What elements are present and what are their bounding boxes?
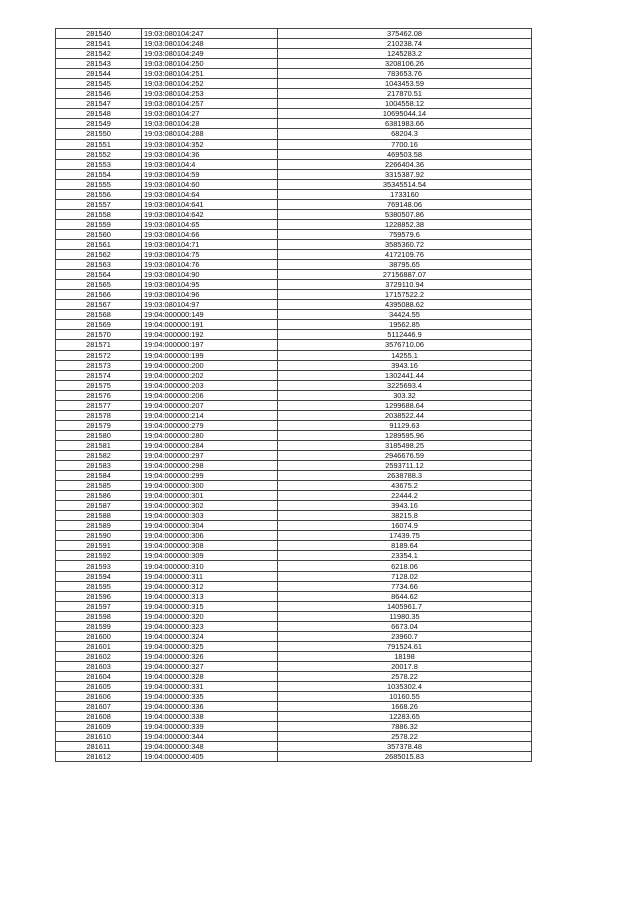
table-row <box>56 270 532 280</box>
row-id-cell: 281544 <box>56 69 142 79</box>
row-id-cell: 281563 <box>56 260 142 270</box>
amount-cell: 10160.55 <box>278 692 532 702</box>
table-row <box>56 450 532 460</box>
cadastral-number-cell: 19:04:000000:203 <box>142 380 278 390</box>
cadastral-number-cell: 19:03:080104:95 <box>142 280 278 290</box>
cadastral-number-cell: 19:04:000000:200 <box>142 360 278 370</box>
row-id-cell: 281543 <box>56 59 142 69</box>
row-id-cell: 281558 <box>56 209 142 219</box>
table-row <box>56 350 532 360</box>
cadastral-number-cell: 19:04:000000:207 <box>142 400 278 410</box>
row-id-cell: 281555 <box>56 179 142 189</box>
table-row <box>56 79 532 89</box>
amount-cell: 303.32 <box>278 390 532 400</box>
amount-cell: 16074.9 <box>278 521 532 531</box>
amount-cell: 6673.04 <box>278 621 532 631</box>
table-row <box>56 129 532 139</box>
table-row <box>56 682 532 692</box>
cadastral-number-cell: 19:03:080104:96 <box>142 290 278 300</box>
row-id-cell: 281595 <box>56 581 142 591</box>
amount-cell: 759579.6 <box>278 229 532 239</box>
amount-cell: 12283.65 <box>278 712 532 722</box>
cadastral-number-cell: 19:04:000000:325 <box>142 641 278 651</box>
row-id-cell: 281545 <box>56 79 142 89</box>
row-id-cell: 281599 <box>56 621 142 631</box>
table-body <box>56 29 532 762</box>
row-id-cell: 281552 <box>56 149 142 159</box>
amount-cell: 3208106.26 <box>278 59 532 69</box>
row-id-cell: 281556 <box>56 189 142 199</box>
row-id-cell: 281565 <box>56 280 142 290</box>
cadastral-number-cell: 19:04:000000:301 <box>142 491 278 501</box>
amount-cell: 43675.2 <box>278 481 532 491</box>
row-id-cell: 281569 <box>56 320 142 330</box>
amount-cell: 5112446.9 <box>278 330 532 340</box>
table-row <box>56 410 532 420</box>
cadastral-number-cell: 19:04:000000:315 <box>142 601 278 611</box>
table-row <box>56 209 532 219</box>
amount-cell: 1302441.44 <box>278 370 532 380</box>
amount-cell: 357378.48 <box>278 742 532 752</box>
cadastral-number-cell: 19:04:000000:331 <box>142 682 278 692</box>
amount-cell: 7128.02 <box>278 571 532 581</box>
table-row <box>56 742 532 752</box>
amount-cell: 2638788.3 <box>278 471 532 481</box>
cadastral-number-cell: 19:04:000000:306 <box>142 531 278 541</box>
row-id-cell: 281567 <box>56 300 142 310</box>
table-row <box>56 400 532 410</box>
cadastral-number-cell: 19:04:000000:311 <box>142 571 278 581</box>
amount-cell: 2578.22 <box>278 672 532 682</box>
amount-cell: 2593711.12 <box>278 461 532 471</box>
table-row <box>56 149 532 159</box>
amount-cell: 23960.7 <box>278 631 532 641</box>
table-row <box>56 260 532 270</box>
amount-cell: 1245283.2 <box>278 49 532 59</box>
amount-cell: 3729110.94 <box>278 280 532 290</box>
table-row <box>56 59 532 69</box>
cadastral-number-cell: 19:04:000000:197 <box>142 340 278 350</box>
table-row <box>56 390 532 400</box>
cadastral-number-cell: 19:04:000000:299 <box>142 471 278 481</box>
amount-cell: 38795.65 <box>278 260 532 270</box>
amount-cell: 23354.1 <box>278 551 532 561</box>
cadastral-number-cell: 19:04:000000:214 <box>142 410 278 420</box>
table-row <box>56 702 532 712</box>
table-row <box>56 651 532 661</box>
cadastral-number-cell: 19:03:080104:90 <box>142 270 278 280</box>
table-row <box>56 571 532 581</box>
cadastral-number-cell: 19:04:000000:312 <box>142 581 278 591</box>
cadastral-number-cell: 19:03:080104:71 <box>142 239 278 249</box>
amount-cell: 1299688.64 <box>278 400 532 410</box>
amount-cell: 3185498.25 <box>278 440 532 450</box>
cadastral-number-cell: 19:03:080104:288 <box>142 129 278 139</box>
table-row <box>56 511 532 521</box>
table-row <box>56 631 532 641</box>
table-row <box>56 310 532 320</box>
row-id-cell: 281596 <box>56 591 142 601</box>
table-row <box>56 139 532 149</box>
cadastral-number-cell: 19:04:000000:344 <box>142 732 278 742</box>
row-id-cell: 281609 <box>56 722 142 732</box>
amount-cell: 2946676.59 <box>278 450 532 460</box>
data-table <box>55 28 532 762</box>
amount-cell: 35345514.54 <box>278 179 532 189</box>
cadastral-number-cell: 19:04:000000:324 <box>142 631 278 641</box>
cadastral-number-cell: 19:03:080104:352 <box>142 139 278 149</box>
amount-cell: 791524.61 <box>278 641 532 651</box>
amount-cell: 6218.06 <box>278 561 532 571</box>
cadastral-number-cell: 19:04:000000:199 <box>142 350 278 360</box>
cadastral-number-cell: 19:04:000000:323 <box>142 621 278 631</box>
row-id-cell: 281588 <box>56 511 142 521</box>
row-id-cell: 281592 <box>56 551 142 561</box>
table-row <box>56 521 532 531</box>
cadastral-number-cell: 19:04:000000:202 <box>142 370 278 380</box>
row-id-cell: 281600 <box>56 631 142 641</box>
cadastral-number-cell: 19:04:000000:313 <box>142 591 278 601</box>
row-id-cell: 281554 <box>56 169 142 179</box>
row-id-cell: 281562 <box>56 250 142 260</box>
row-id-cell: 281570 <box>56 330 142 340</box>
amount-cell: 8189.64 <box>278 541 532 551</box>
row-id-cell: 281561 <box>56 239 142 249</box>
row-id-cell: 281580 <box>56 430 142 440</box>
cadastral-number-cell: 19:04:000000:308 <box>142 541 278 551</box>
row-id-cell: 281610 <box>56 732 142 742</box>
row-id-cell: 281551 <box>56 139 142 149</box>
row-id-cell: 281604 <box>56 672 142 682</box>
row-id-cell: 281608 <box>56 712 142 722</box>
row-id-cell: 281568 <box>56 310 142 320</box>
table-row <box>56 219 532 229</box>
cadastral-number-cell: 19:04:000000:304 <box>142 521 278 531</box>
amount-cell: 17157522.2 <box>278 290 532 300</box>
amount-cell: 1004558.12 <box>278 99 532 109</box>
amount-cell: 2038522.44 <box>278 410 532 420</box>
row-id-cell: 281603 <box>56 661 142 671</box>
table-row <box>56 239 532 249</box>
row-id-cell: 281557 <box>56 199 142 209</box>
row-id-cell: 281606 <box>56 692 142 702</box>
table-row <box>56 280 532 290</box>
amount-cell: 1035302.4 <box>278 682 532 692</box>
row-id-cell: 281574 <box>56 370 142 380</box>
row-id-cell: 281593 <box>56 561 142 571</box>
cadastral-number-cell: 19:03:080104:64 <box>142 189 278 199</box>
cadastral-number-cell: 19:04:000000:310 <box>142 561 278 571</box>
row-id-cell: 281577 <box>56 400 142 410</box>
cadastral-number-cell: 19:04:000000:303 <box>142 511 278 521</box>
row-id-cell: 281548 <box>56 109 142 119</box>
amount-cell: 375462.08 <box>278 29 532 39</box>
table-row <box>56 340 532 350</box>
amount-cell: 17439.75 <box>278 531 532 541</box>
cadastral-number-cell: 19:04:000000:405 <box>142 752 278 762</box>
cadastral-number-cell: 19:04:000000:279 <box>142 420 278 430</box>
row-id-cell: 281578 <box>56 410 142 420</box>
cadastral-number-cell: 19:04:000000:327 <box>142 661 278 671</box>
cadastral-number-cell: 19:04:000000:302 <box>142 501 278 511</box>
amount-cell: 11980.35 <box>278 611 532 621</box>
cadastral-number-cell: 19:04:000000:336 <box>142 702 278 712</box>
cadastral-number-cell: 19:04:000000:328 <box>142 672 278 682</box>
table-row <box>56 501 532 511</box>
table-row <box>56 481 532 491</box>
amount-cell: 5380507.86 <box>278 209 532 219</box>
table-row <box>56 601 532 611</box>
row-id-cell: 281559 <box>56 219 142 229</box>
row-id-cell: 281573 <box>56 360 142 370</box>
table-row <box>56 39 532 49</box>
row-id-cell: 281602 <box>56 651 142 661</box>
amount-cell: 19562.85 <box>278 320 532 330</box>
amount-cell: 7886.32 <box>278 722 532 732</box>
table-row <box>56 109 532 119</box>
table-row <box>56 330 532 340</box>
row-id-cell: 281584 <box>56 471 142 481</box>
amount-cell: 22444.2 <box>278 491 532 501</box>
row-id-cell: 281597 <box>56 601 142 611</box>
table-row <box>56 380 532 390</box>
row-id-cell: 281591 <box>56 541 142 551</box>
amount-cell: 27156887.07 <box>278 270 532 280</box>
table-row <box>56 29 532 39</box>
table-row <box>56 169 532 179</box>
row-id-cell: 281549 <box>56 119 142 129</box>
amount-cell: 4172109.76 <box>278 250 532 260</box>
cadastral-number-cell: 19:03:080104:257 <box>142 99 278 109</box>
table-row <box>56 561 532 571</box>
table-row <box>56 722 532 732</box>
table-row <box>56 641 532 651</box>
amount-cell: 469503.58 <box>278 149 532 159</box>
amount-cell: 1733160 <box>278 189 532 199</box>
row-id-cell: 281547 <box>56 99 142 109</box>
cadastral-number-cell: 19:04:000000:149 <box>142 310 278 320</box>
table-row <box>56 440 532 450</box>
table-row <box>56 621 532 631</box>
amount-cell: 1289595.96 <box>278 430 532 440</box>
amount-cell: 769148.06 <box>278 199 532 209</box>
row-id-cell: 281611 <box>56 742 142 752</box>
table-row <box>56 159 532 169</box>
table-row <box>56 471 532 481</box>
table-row <box>56 290 532 300</box>
table-row <box>56 461 532 471</box>
row-id-cell: 281589 <box>56 521 142 531</box>
table-row <box>56 531 532 541</box>
cadastral-number-cell: 19:03:080104:97 <box>142 300 278 310</box>
amount-cell: 1043453.59 <box>278 79 532 89</box>
row-id-cell: 281607 <box>56 702 142 712</box>
row-id-cell: 281572 <box>56 350 142 360</box>
cadastral-number-cell: 19:03:080104:251 <box>142 69 278 79</box>
row-id-cell: 281541 <box>56 39 142 49</box>
row-id-cell: 281605 <box>56 682 142 692</box>
amount-cell: 3585360.72 <box>278 239 532 249</box>
cadastral-number-cell: 19:04:000000:300 <box>142 481 278 491</box>
table-row <box>56 179 532 189</box>
cadastral-number-cell: 19:03:080104:27 <box>142 109 278 119</box>
table-row <box>56 430 532 440</box>
cadastral-number-cell: 19:03:080104:76 <box>142 260 278 270</box>
row-id-cell: 281576 <box>56 390 142 400</box>
cadastral-number-cell: 19:04:000000:206 <box>142 390 278 400</box>
amount-cell: 8644.62 <box>278 591 532 601</box>
cadastral-number-cell: 19:04:000000:298 <box>142 461 278 471</box>
table-row <box>56 69 532 79</box>
row-id-cell: 281594 <box>56 571 142 581</box>
cadastral-number-cell: 19:04:000000:326 <box>142 651 278 661</box>
row-id-cell: 281566 <box>56 290 142 300</box>
row-id-cell: 281571 <box>56 340 142 350</box>
table-row <box>56 199 532 209</box>
cadastral-number-cell: 19:03:080104:4 <box>142 159 278 169</box>
cadastral-number-cell: 19:04:000000:309 <box>142 551 278 561</box>
table-row <box>56 119 532 129</box>
table-row <box>56 551 532 561</box>
cadastral-number-cell: 19:03:080104:249 <box>142 49 278 59</box>
row-id-cell: 281583 <box>56 461 142 471</box>
cadastral-number-cell: 19:03:080104:252 <box>142 79 278 89</box>
amount-cell: 3943.16 <box>278 360 532 370</box>
amount-cell: 91129.63 <box>278 420 532 430</box>
table-row <box>56 491 532 501</box>
amount-cell: 3225693.4 <box>278 380 532 390</box>
cadastral-number-cell: 19:03:080104:36 <box>142 149 278 159</box>
row-id-cell: 281585 <box>56 481 142 491</box>
row-id-cell: 281590 <box>56 531 142 541</box>
cadastral-number-cell: 19:04:000000:192 <box>142 330 278 340</box>
table-row <box>56 661 532 671</box>
table-row <box>56 360 532 370</box>
row-id-cell: 281553 <box>56 159 142 169</box>
cadastral-number-cell: 19:03:080104:75 <box>142 250 278 260</box>
amount-cell: 20017.8 <box>278 661 532 671</box>
table-row <box>56 420 532 430</box>
amount-cell: 10695044.14 <box>278 109 532 119</box>
table-row <box>56 591 532 601</box>
amount-cell: 3943.16 <box>278 501 532 511</box>
row-id-cell: 281582 <box>56 450 142 460</box>
amount-cell: 2266404.36 <box>278 159 532 169</box>
cadastral-number-cell: 19:04:000000:320 <box>142 611 278 621</box>
amount-cell: 7700.16 <box>278 139 532 149</box>
amount-cell: 1668.26 <box>278 702 532 712</box>
table-row <box>56 229 532 239</box>
table-row <box>56 99 532 109</box>
cadastral-number-cell: 19:03:080104:59 <box>142 169 278 179</box>
row-id-cell: 281587 <box>56 501 142 511</box>
cadastral-number-cell: 19:04:000000:297 <box>142 450 278 460</box>
cadastral-number-cell: 19:03:080104:66 <box>142 229 278 239</box>
row-id-cell: 281540 <box>56 29 142 39</box>
cadastral-number-cell: 19:03:080104:642 <box>142 209 278 219</box>
table-row <box>56 320 532 330</box>
cadastral-number-cell: 19:03:080104:250 <box>142 59 278 69</box>
amount-cell: 38215.8 <box>278 511 532 521</box>
cadastral-number-cell: 19:04:000000:338 <box>142 712 278 722</box>
row-id-cell: 281542 <box>56 49 142 59</box>
cadastral-number-cell: 19:04:000000:280 <box>142 430 278 440</box>
cadastral-number-cell: 19:03:080104:60 <box>142 179 278 189</box>
amount-cell: 6381983.66 <box>278 119 532 129</box>
table-row <box>56 672 532 682</box>
amount-cell: 34424.55 <box>278 310 532 320</box>
amount-cell: 14255.1 <box>278 350 532 360</box>
table-row <box>56 692 532 702</box>
table-row <box>56 300 532 310</box>
amount-cell: 1405961.7 <box>278 601 532 611</box>
amount-cell: 2578.22 <box>278 732 532 742</box>
amount-cell: 4395088.62 <box>278 300 532 310</box>
cadastral-number-cell: 19:04:000000:348 <box>142 742 278 752</box>
row-id-cell: 281550 <box>56 129 142 139</box>
table-row <box>56 250 532 260</box>
row-id-cell: 281575 <box>56 380 142 390</box>
cadastral-number-cell: 19:03:080104:253 <box>142 89 278 99</box>
amount-cell: 7734.66 <box>278 581 532 591</box>
table-row <box>56 611 532 621</box>
table-row <box>56 189 532 199</box>
amount-cell: 217870.51 <box>278 89 532 99</box>
amount-cell: 1228852.38 <box>278 219 532 229</box>
row-id-cell: 281579 <box>56 420 142 430</box>
amount-cell: 210238.74 <box>278 39 532 49</box>
cadastral-number-cell: 19:03:080104:248 <box>142 39 278 49</box>
cadastral-number-cell: 19:03:080104:65 <box>142 219 278 229</box>
amount-cell: 18198 <box>278 651 532 661</box>
cadastral-number-cell: 19:03:080104:28 <box>142 119 278 129</box>
amount-cell: 68204.3 <box>278 129 532 139</box>
cadastral-number-cell: 19:04:000000:191 <box>142 320 278 330</box>
amount-cell: 3576710.06 <box>278 340 532 350</box>
row-id-cell: 281612 <box>56 752 142 762</box>
row-id-cell: 281598 <box>56 611 142 621</box>
table-row <box>56 49 532 59</box>
row-id-cell: 281546 <box>56 89 142 99</box>
table-row <box>56 732 532 742</box>
row-id-cell: 281560 <box>56 229 142 239</box>
cadastral-number-cell: 19:04:000000:284 <box>142 440 278 450</box>
amount-cell: 2685015.83 <box>278 752 532 762</box>
cadastral-number-cell: 19:04:000000:339 <box>142 722 278 732</box>
amount-cell: 3315387.92 <box>278 169 532 179</box>
row-id-cell: 281564 <box>56 270 142 280</box>
table-row <box>56 581 532 591</box>
row-id-cell: 281601 <box>56 641 142 651</box>
table-row <box>56 370 532 380</box>
table-row <box>56 712 532 722</box>
row-id-cell: 281581 <box>56 440 142 450</box>
table-row <box>56 541 532 551</box>
cadastral-number-cell: 19:03:080104:247 <box>142 29 278 39</box>
table-row <box>56 752 532 762</box>
cadastral-number-cell: 19:04:000000:335 <box>142 692 278 702</box>
amount-cell: 783653.76 <box>278 69 532 79</box>
table-row <box>56 89 532 99</box>
cadastral-number-cell: 19:03:080104:641 <box>142 199 278 209</box>
row-id-cell: 281586 <box>56 491 142 501</box>
